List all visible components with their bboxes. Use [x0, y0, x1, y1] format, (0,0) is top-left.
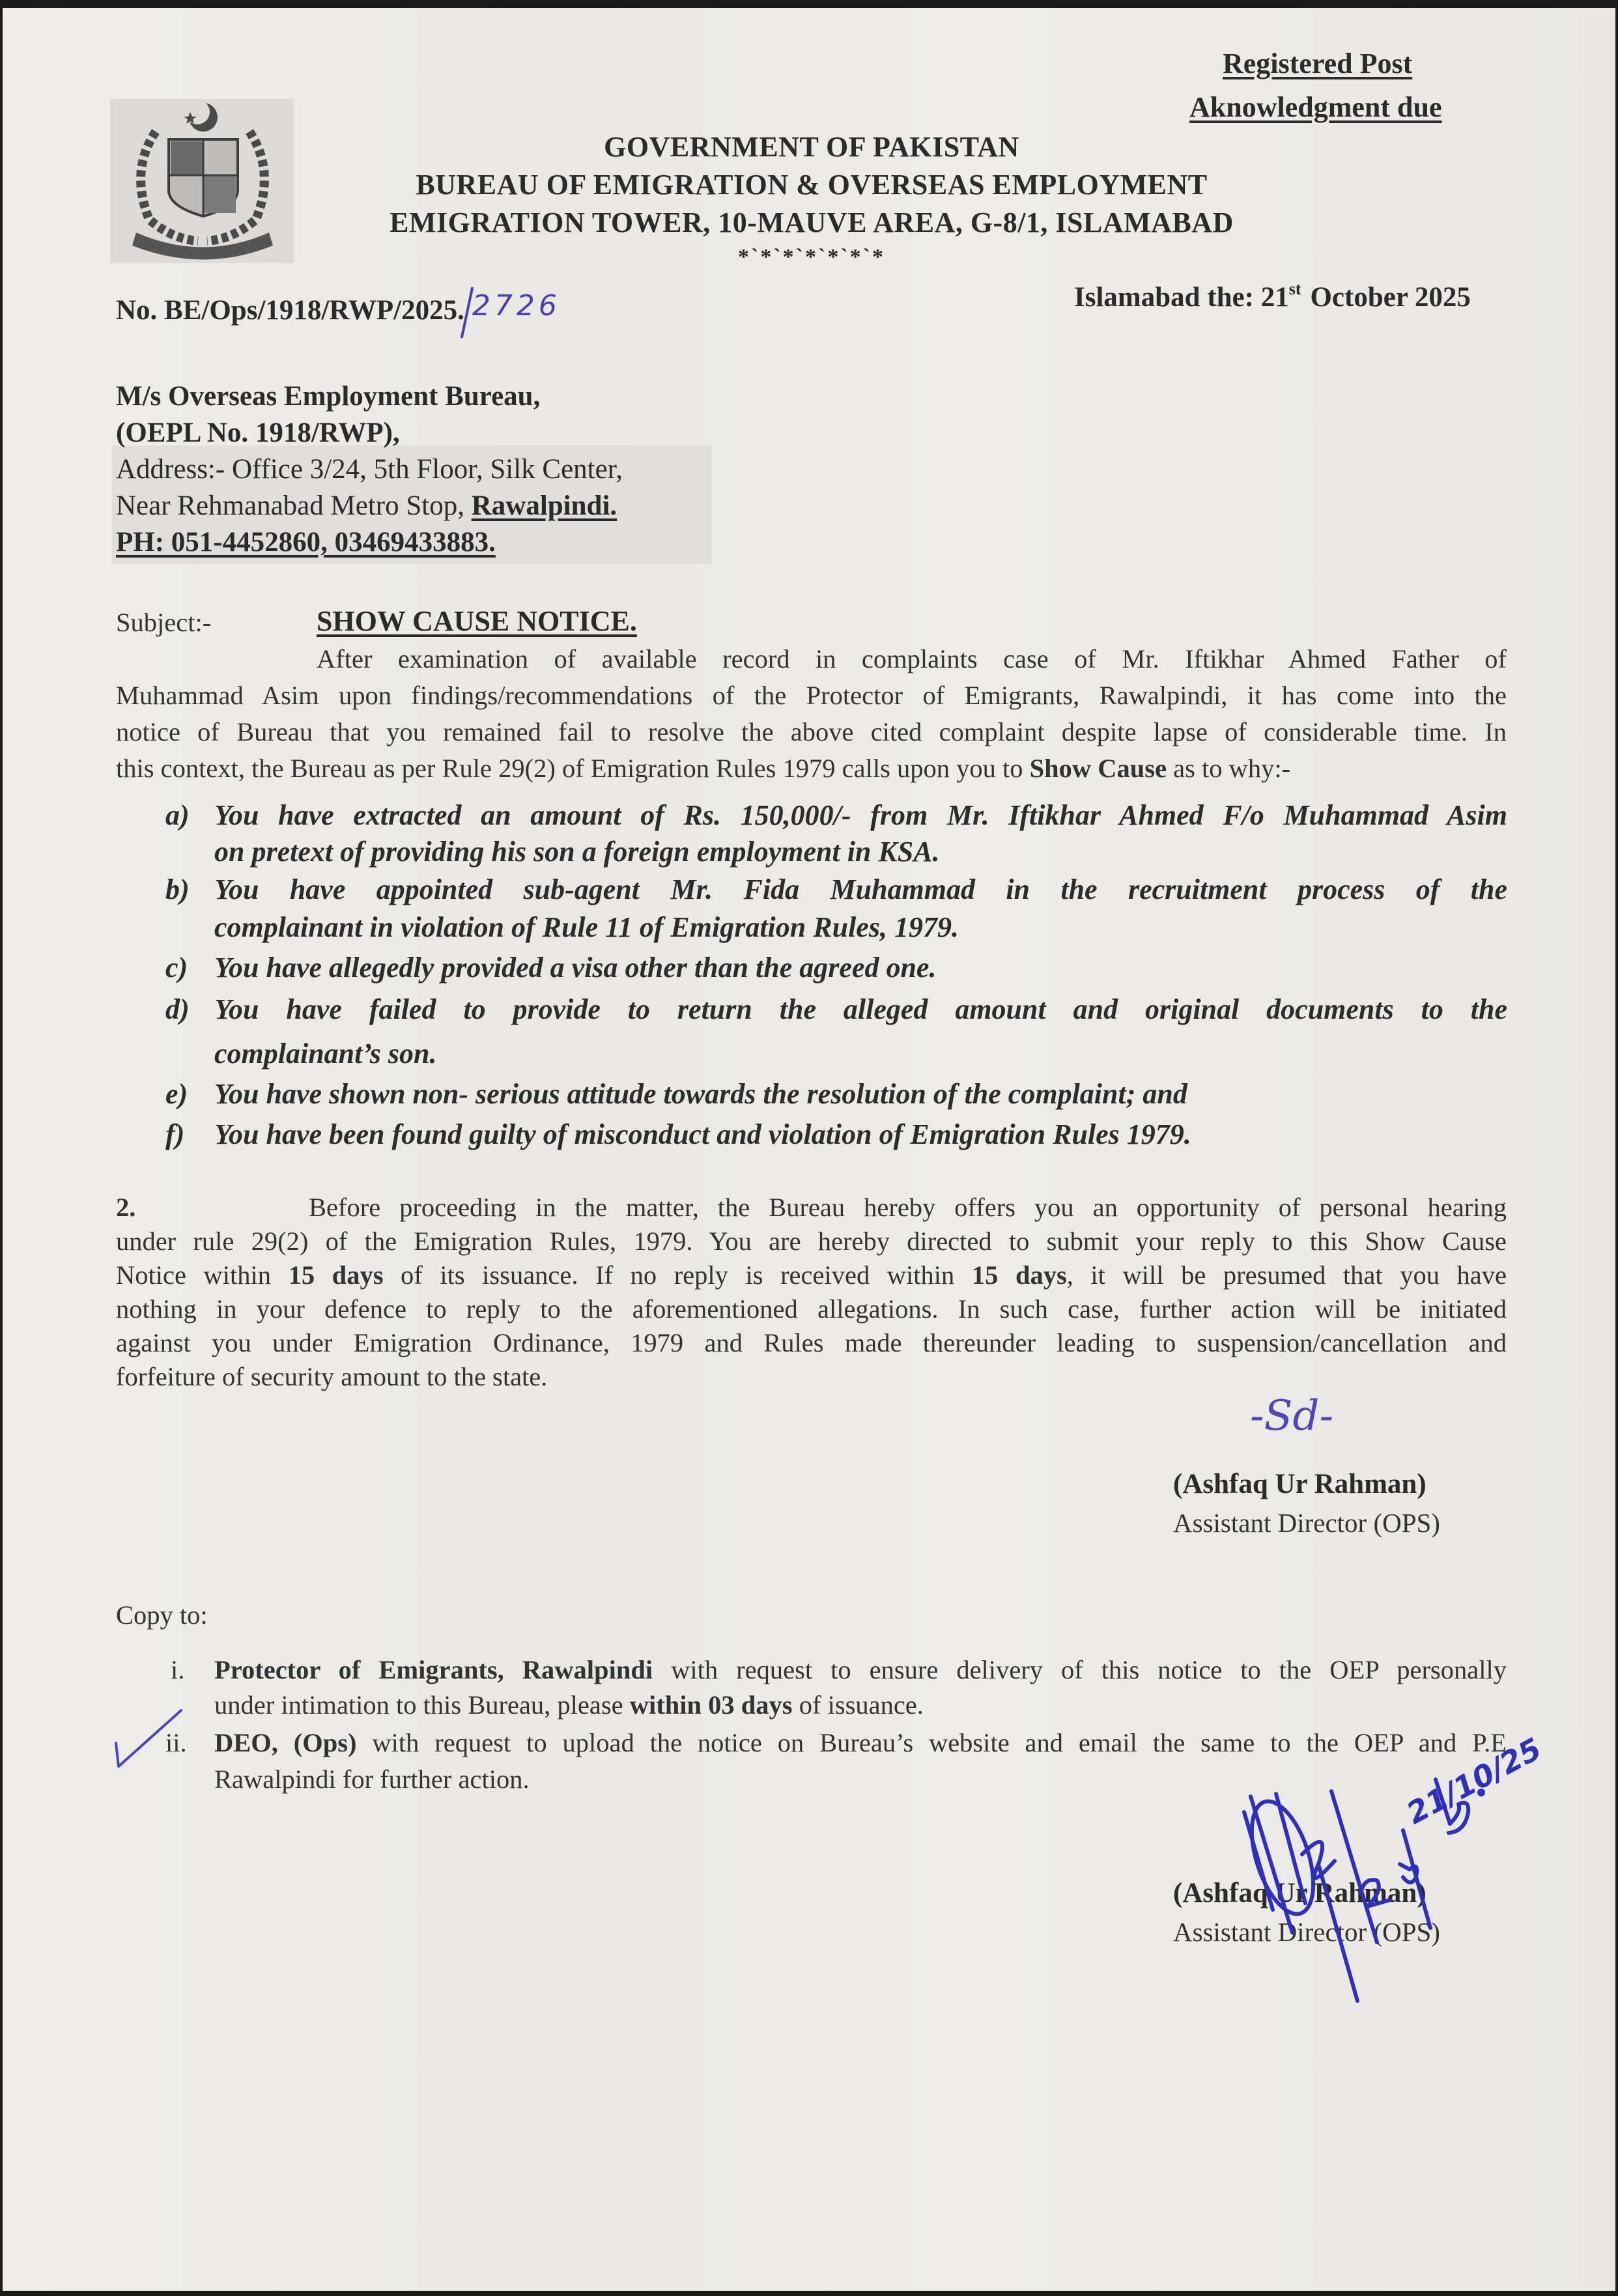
- allegation-text: complainant’s son.: [214, 1038, 437, 1070]
- document-page: [3, 8, 1615, 2291]
- addressee-address-line2: [116, 490, 617, 522]
- header-government: GOVERNMENT OF PAKISTAN: [604, 131, 1019, 163]
- signatory-name: (Ashfaq Ur Rahman): [1173, 1469, 1426, 1499]
- allegation-label: a): [165, 799, 190, 831]
- acknowledgment-label: Aknowledgment due: [1189, 91, 1442, 123]
- addressee-name: M/s Overseas Employment Bureau,: [116, 381, 541, 412]
- address-city: Rawalpindi.: [471, 490, 617, 521]
- deadline-bold: within 03 days: [629, 1690, 793, 1720]
- allegation-label: d): [165, 993, 190, 1025]
- registered-post-label: Registered Post: [1223, 48, 1413, 79]
- copy-item-1-line-1: [214, 1654, 1507, 1685]
- paragraph-2-line-2: under rule 29(2) of the Emigration Rules, 1979. You are hereby directed to submit your reply to this Show Cause: [116, 1226, 1507, 1256]
- recipient-text: of issuance.: [792, 1690, 924, 1720]
- allegation-text: You have failed to provide to return the alleged amount and original documents to the: [214, 993, 1507, 1025]
- p2-text: of its issuance. If no reply is received within: [383, 1260, 972, 1290]
- allegation-label: f): [165, 1118, 185, 1150]
- intro-text: this context, the Bureau as per Rule 29(2) of Emigration Rules 1979 calls upon you to: [116, 754, 1030, 783]
- paragraph-2-number: 2.: [116, 1193, 136, 1222]
- recipient-bold: DEO, (Ops): [214, 1728, 357, 1757]
- copy-item-1-number: i.: [171, 1655, 185, 1684]
- deadline-bold: 15 days: [971, 1260, 1067, 1290]
- header-separator: *`*`*`*`*`*`*: [738, 245, 885, 269]
- allegation-text: You have appointed sub-agent Mr. Fida Muhammad in the recruitment process of the: [214, 873, 1507, 905]
- deadline-bold: 15 days: [288, 1260, 384, 1290]
- reference-number-text: No. BE/Ops/1918/RWP/2025.: [116, 295, 464, 326]
- handwritten-checkmark-icon: [111, 1709, 189, 1768]
- subject-label: Subject:-: [116, 608, 212, 637]
- allegation-text: on pretext of providing his son a foreign employment in KSA.: [214, 836, 940, 868]
- paragraph-2-line-4: nothing in your defence to reply to the aforementioned allegations. In such case, further action will be initiated: [116, 1294, 1507, 1324]
- header-address: EMIGRATION TOWER, 10-MAUVE AREA, G-8/1, ISLAMABAD: [390, 206, 1234, 238]
- allegation-text: You have allegedly provided a visa other than the agreed one.: [214, 952, 937, 984]
- reference-number: [116, 287, 561, 339]
- copy-item-2-line-1: [214, 1727, 1507, 1758]
- intro-line-3: notice of Bureau that you remained fail to resolve the above cited complaint despite lapse of considerable time. In: [116, 717, 1507, 746]
- addressee-license: (OEPL No. 1918/RWP),: [116, 418, 400, 448]
- recipient-text: with request to ensure delivery of this notice to the OEP personally: [653, 1655, 1507, 1684]
- allegation-text: You have shown non- serious attitude towards the resolution of the complaint; and: [214, 1078, 1187, 1110]
- signed-sd-mark: -Sd-: [1250, 1392, 1334, 1440]
- paragraph-2-line-1: Before proceeding in the matter, the Bureau hereby offers you an opportunity of personal hearing: [309, 1193, 1507, 1222]
- allegation-text: You have extracted an amount of Rs. 150,000/- from Mr. Iftikhar Ahmed F/o Muhammad Asim: [214, 799, 1507, 831]
- date-day: Islamabad the: 21: [1074, 282, 1289, 313]
- intro-line-4: [116, 753, 1507, 784]
- address-street: Near Rehmanabad Metro Stop,: [116, 490, 472, 521]
- recipient-text: with request to upload the notice on Bureau’s website and email the same to the OEP and P.E: [356, 1728, 1507, 1757]
- allegation-label: e): [165, 1078, 188, 1110]
- p2-text: Notice within: [116, 1260, 289, 1290]
- signatory-title-2: Assistant Director (OPS): [1173, 1917, 1440, 1947]
- allegation-label: b): [165, 873, 190, 905]
- show-cause-bold: Show Cause: [1029, 754, 1167, 783]
- paragraph-2-line-5: against you under Emigration Ordinance, 1979 and Rules made thereunder leading to suspension/cancellation and: [116, 1328, 1507, 1357]
- intro-line-1: After examination of available record in complaints case of Mr. Iftikhar Ahmed Father of: [317, 644, 1507, 673]
- intro-text-end: as to why:-: [1167, 754, 1291, 783]
- allegation-text: complainant in violation of Rule 11 of Emigration Rules, 1979.: [214, 911, 959, 943]
- copy-item-1-line-2: [214, 1690, 924, 1720]
- signatory-title: Assistant Director (OPS): [1173, 1508, 1440, 1538]
- recipient-bold: Protector of Emigrants, Rawalpindi: [214, 1655, 653, 1684]
- copy-item-2-number: ii.: [165, 1728, 187, 1757]
- header-bureau: BUREAU OF EMIGRATION & OVERSEAS EMPLOYMENT: [416, 169, 1208, 201]
- handwritten-dispatch-number: 2726: [472, 289, 561, 322]
- handwritten-signature-date: 21/10/25: [1400, 1731, 1548, 1831]
- addressee-phone: PH: 051-4452860, 03469433883.: [116, 527, 496, 558]
- allegation-text: You have been found guilty of misconduct and violation of Emigration Rules 1979.: [214, 1118, 1191, 1150]
- recipient-text: under intimation to this Bureau, please: [214, 1690, 630, 1720]
- signatory-name-2: (Ashfaq Ur Rahman): [1173, 1878, 1426, 1908]
- copy-item-2-line-2: Rawalpindi for further action.: [214, 1765, 530, 1794]
- copy-to-label: Copy to:: [116, 1600, 208, 1630]
- p2-text: , it will be presumed that you have: [1066, 1260, 1507, 1290]
- addressee-address-line1: Address:- Office 3/24, 5th Floor, Silk Center,: [116, 454, 623, 485]
- allegation-label: c): [165, 952, 188, 984]
- subject-title: SHOW CAUSE NOTICE.: [317, 605, 637, 637]
- paragraph-2-line-3: [116, 1260, 1507, 1290]
- intro-line-2: Muhammad Asim upon findings/recommendations of the Protector of Emigrants, Rawalpindi, it has come into the: [116, 681, 1507, 710]
- date-month-year: October 2025: [1310, 282, 1471, 313]
- handwritten-signature-icon: [1240, 1766, 1540, 1975]
- issue-date: [1074, 281, 1471, 313]
- date-ordinal: st: [1288, 279, 1301, 298]
- paragraph-2-line-6: forfeiture of security amount to the state.: [116, 1362, 548, 1391]
